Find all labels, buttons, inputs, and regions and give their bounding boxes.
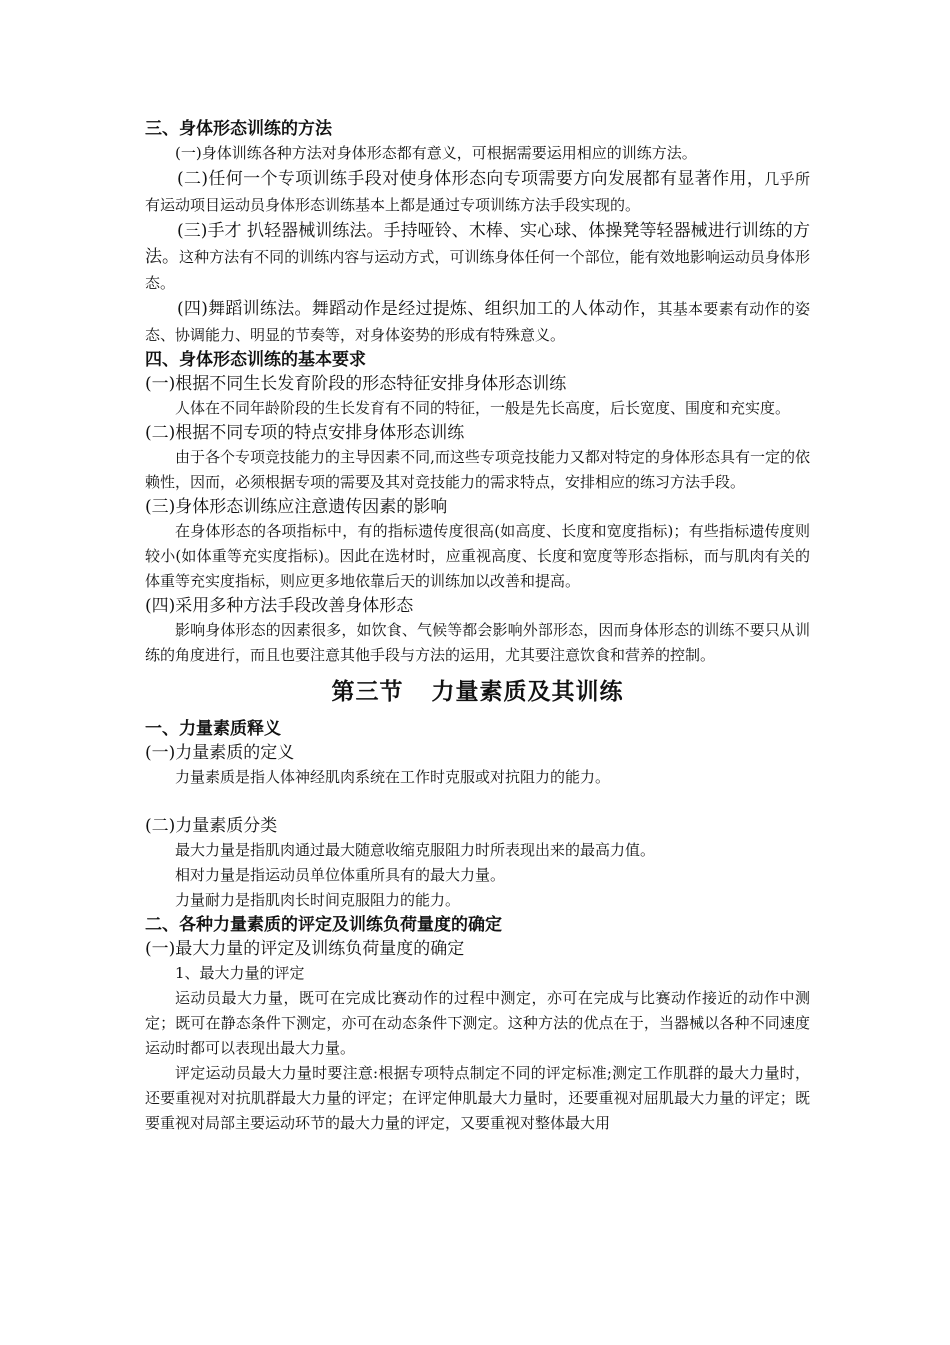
heading-strength-assessment: 二、各种力量素质的评定及训练负荷量度的确定	[145, 915, 502, 935]
paragraph-method-2-lead: (二)任何一个专项训练手段对使身体形态向专项需要方向发展都有显著作用，	[177, 169, 765, 189]
line-relative-strength: 相对力量是指运动员单位体重所具有的最大力量。	[175, 866, 506, 884]
paragraph-method-3-lead: (三)手才 扒轻器械训练法。手持哑铃、木棒、实心球、体操凳等轻器械进行训练的方法。	[145, 221, 810, 267]
section-number: 第三节	[331, 678, 404, 705]
paragraph-method-3-rest: 这种方法有不同的训练内容与运动方式，可训练身体任何一个部位，能有效地影响运动员身体形态。	[145, 248, 810, 292]
paragraph-method-2	[145, 166, 810, 218]
paragraph-assessment-1: 运动员最大力量，既可在完成比赛动作的过程中测定，亦可在完成与比赛动作接近的动作中测定；既可在静态条件下测定，亦可在动态条件下测定。这种方法的优点在于，当器械以各种不同速度运动时都可以表现出最大力量。	[145, 989, 810, 1057]
subheading-requirement-4: (四)采用多种方法手段改善身体形态	[145, 596, 414, 616]
line-strength-endurance: 力量耐力是指肌肉长时间克服阻力的能力。	[175, 891, 461, 909]
list-item-maximum-strength-assessment: 1、最大力量的评定	[175, 964, 305, 982]
paragraph-method-4-lead: (四)舞蹈训练法。舞蹈动作是经过提炼、组织加工的人体动作，	[177, 299, 658, 319]
subheading-strength-classification: (二)力量素质分类	[145, 816, 278, 836]
paragraph-requirement-1: 人体在不同年龄阶段的生长发育有不同的特征，一般是先长高度，后长宽度、围度和充实度。	[175, 399, 791, 417]
subheading-requirement-2: (二)根据不同专项的特点安排身体形态训练	[145, 423, 465, 443]
subheading-maximum-strength-assessment: (一)最大力量的评定及训练负荷量度的确定	[145, 939, 465, 959]
heading-strength-definition: 一、力量素质释义	[145, 719, 281, 739]
heading-training-methods: 三、身体形态训练的方法	[145, 119, 332, 139]
paragraph-requirement-3: 在身体形态的各项指标中，有的指标遗传度很高(如高度、长度和宽度指标)；有些指标遗传度则较小(如体重等充实度指标)。因此在选材时，应重视高度、长度和宽度等形态指标，而与肌肉有关的体重等充实度指标，则应更多地依靠后天的训练加以改善和提高。	[145, 522, 810, 590]
subheading-requirement-1: (一)根据不同生长发育阶段的形态特征安排身体形态训练	[145, 374, 567, 394]
paragraph-method-3	[145, 218, 810, 296]
paragraph-method-2-rest: 几乎所有运动项目运动员身体形态训练基本上都是通过专项训练方法手段实现的。	[145, 170, 810, 214]
paragraph-assessment-2: 评定运动员最大力量时要注意:根据专项特点制定不同的评定标准;测定工作肌群的最大力量时，还要重视对对抗肌群最大力量的评定；在评定伸肌最大力量时，还要重视对屈肌最大力量的评定；既要重视对局部主要运动环节的最大力量的评定，又要重视对整体最大用	[145, 1064, 810, 1132]
paragraph-method-4	[145, 296, 810, 348]
section-name: 力量素质及其训练	[431, 678, 624, 705]
paragraph-requirement-4: 影响身体形态的因素很多，如饮食、气候等都会影响外部形态，因而身体形态的训练不要只从训练的角度进行，而且也要注意其他手段与方法的运用，尤其要注意饮食和营养的控制。	[145, 621, 810, 664]
section-title	[145, 675, 810, 709]
paragraph-strength-definition: 力量素质是指人体神经肌肉系统在工作时克服或对抗阻力的能力。	[175, 768, 611, 786]
blank-line	[145, 790, 810, 814]
subheading-requirement-3: (三)身体形态训练应注意遗传因素的影响	[145, 497, 448, 517]
heading-basic-requirements: 四、身体形态训练的基本要求	[145, 350, 366, 370]
paragraph-requirement-2: 由于各个专项竞技能力的主导因素不同,而这些专项竞技能力又都对特定的身体形态具有一定的依赖性，因而，必须根据专项的需要及其对竞技能力的需求特点，安排相应的练习方法手段。	[145, 448, 810, 491]
paragraph-method-4-rest: 其基本要素有动作的姿态、协调能力、明显的节奏等，对身体姿势的形成有特殊意义。	[145, 300, 810, 344]
line-maximum-strength: 最大力量是指肌肉通过最大随意收缩克服阻力时所表现出来的最高力值。	[175, 841, 656, 859]
subheading-strength-definition: (一)力量素质的定义	[145, 743, 295, 763]
paragraph-method-1: (一)身体训练各种方法对身体形态都有意义，可根据需要运用相应的训练方法。	[175, 144, 697, 162]
page-content	[145, 117, 810, 1136]
